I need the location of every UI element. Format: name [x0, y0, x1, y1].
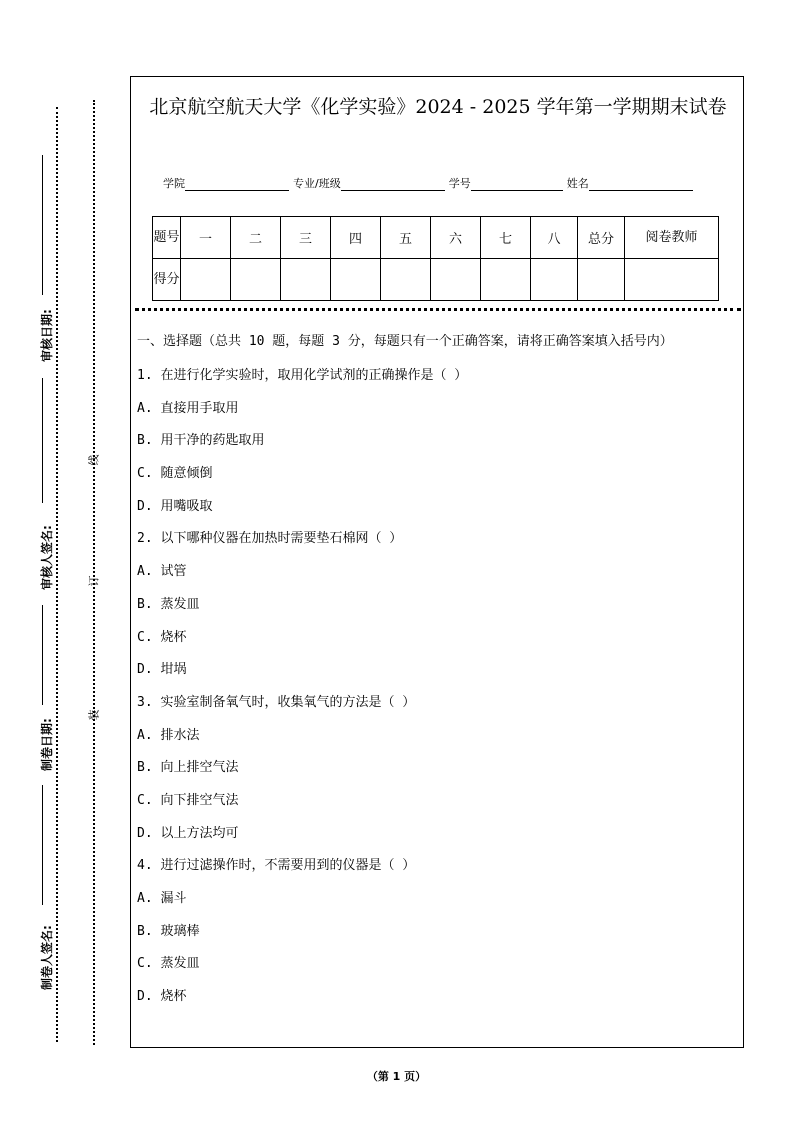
question-1: 1. 在进行化学实验时，取用化学试剂的正确操作是（ ） [137, 368, 468, 383]
score-col-grader: 阅卷教师 [625, 217, 719, 259]
q1-option-b: B. 用干净的药匙取用 [137, 433, 265, 449]
name-field[interactable] [589, 178, 693, 191]
q3-option-d: D. 以上方法均可 [137, 825, 239, 841]
binding-char-ding: 订 [87, 575, 101, 587]
maker-date-line[interactable] [42, 605, 43, 705]
reviewer-date-line[interactable] [42, 155, 43, 295]
score-cell-grader[interactable] [625, 259, 719, 301]
reviewer-sign-label: 审核人签名: [40, 525, 54, 590]
q3-option-b: B. 向上排空气法 [137, 760, 239, 776]
name-label: 姓名 [566, 177, 589, 190]
binding-dotted-line-inner [93, 100, 95, 1045]
student-id-label: 学号 [448, 177, 471, 190]
score-table [152, 216, 719, 301]
score-cell[interactable] [481, 259, 531, 301]
q4-option-a: A. 漏斗 [137, 891, 187, 906]
score-col-3: 三 [281, 217, 331, 259]
header-divider [135, 308, 741, 311]
score-cell-total[interactable] [578, 259, 625, 301]
q1-option-c: C. 随意倾倒 [137, 466, 213, 482]
college-field[interactable] [185, 178, 289, 191]
q1-option-a: A. 直接用手取用 [137, 400, 239, 416]
exam-title: 北京航空航天大学《化学实验》2024 - 2025 学年第一学期期末试卷 [149, 96, 727, 118]
score-col-total: 总分 [578, 217, 625, 259]
reviewer-date-label: 审核日期: [40, 309, 54, 362]
score-cell[interactable] [331, 259, 381, 301]
score-cell[interactable] [231, 259, 281, 301]
q2-option-c: C. 烧杯 [137, 629, 187, 645]
score-col-2: 二 [231, 217, 281, 259]
q2-option-a: A. 试管 [137, 564, 187, 580]
score-col-6: 六 [431, 217, 481, 259]
binding-dotted-line-outer [56, 107, 58, 1042]
score-cell[interactable] [431, 259, 481, 301]
score-col-4: 四 [331, 217, 381, 259]
score-row-label: 得分 [153, 259, 181, 301]
major-field[interactable] [341, 178, 445, 191]
student-id-field[interactable] [471, 178, 563, 191]
binding-char-zhuang: 装 [87, 709, 101, 721]
q3-option-c: C. 向下排空气法 [137, 792, 239, 808]
section-heading: 一、选择题（总共 10 题，每题 3 分，每题只有一个正确答案，请将正确答案填入括号内） [137, 334, 673, 349]
question-3: 3. 实验室制备氧气时，收集氧气的方法是（ ） [137, 694, 416, 710]
question-4: 4. 进行过滤操作时，不需要用到的仪器是（ ） [137, 858, 416, 874]
score-col-1: 一 [181, 217, 231, 259]
score-table-row-header: 题号 [153, 217, 181, 259]
exam-content [137, 331, 741, 1017]
page-number: （第 1 页） [366, 1070, 427, 1083]
q2-option-d: D. 坩埚 [137, 662, 187, 678]
reviewer-sign-line[interactable] [42, 378, 43, 503]
q4-option-b: B. 玻璃棒 [137, 923, 200, 939]
q4-option-d: D. 烧杯 [137, 989, 187, 1005]
score-col-5: 五 [381, 217, 431, 259]
maker-sign-label: 制卷人签名: [40, 925, 54, 990]
binding-char-xian: 线 [87, 454, 101, 466]
maker-date-label: 制卷日期: [40, 718, 54, 771]
question-2: 2. 以下哪种仪器在加热时需要垫石棉网（ ） [137, 531, 403, 547]
q1-option-d: D. 用嘴吸取 [137, 498, 213, 514]
q4-option-c: C. 蒸发皿 [137, 956, 200, 972]
exam-frame [130, 76, 744, 1048]
q2-option-b: B. 蒸发皿 [137, 596, 200, 612]
score-col-8: 八 [531, 217, 578, 259]
score-cell[interactable] [531, 259, 578, 301]
q3-option-a: A. 排水法 [137, 727, 200, 743]
score-cell[interactable] [381, 259, 431, 301]
student-info-row [163, 175, 697, 191]
score-cell[interactable] [281, 259, 331, 301]
maker-sign-line[interactable] [42, 785, 43, 905]
score-cell[interactable] [181, 259, 231, 301]
score-col-7: 七 [481, 217, 531, 259]
major-label: 专业/班级 [293, 177, 341, 190]
college-label: 学院 [163, 177, 185, 190]
